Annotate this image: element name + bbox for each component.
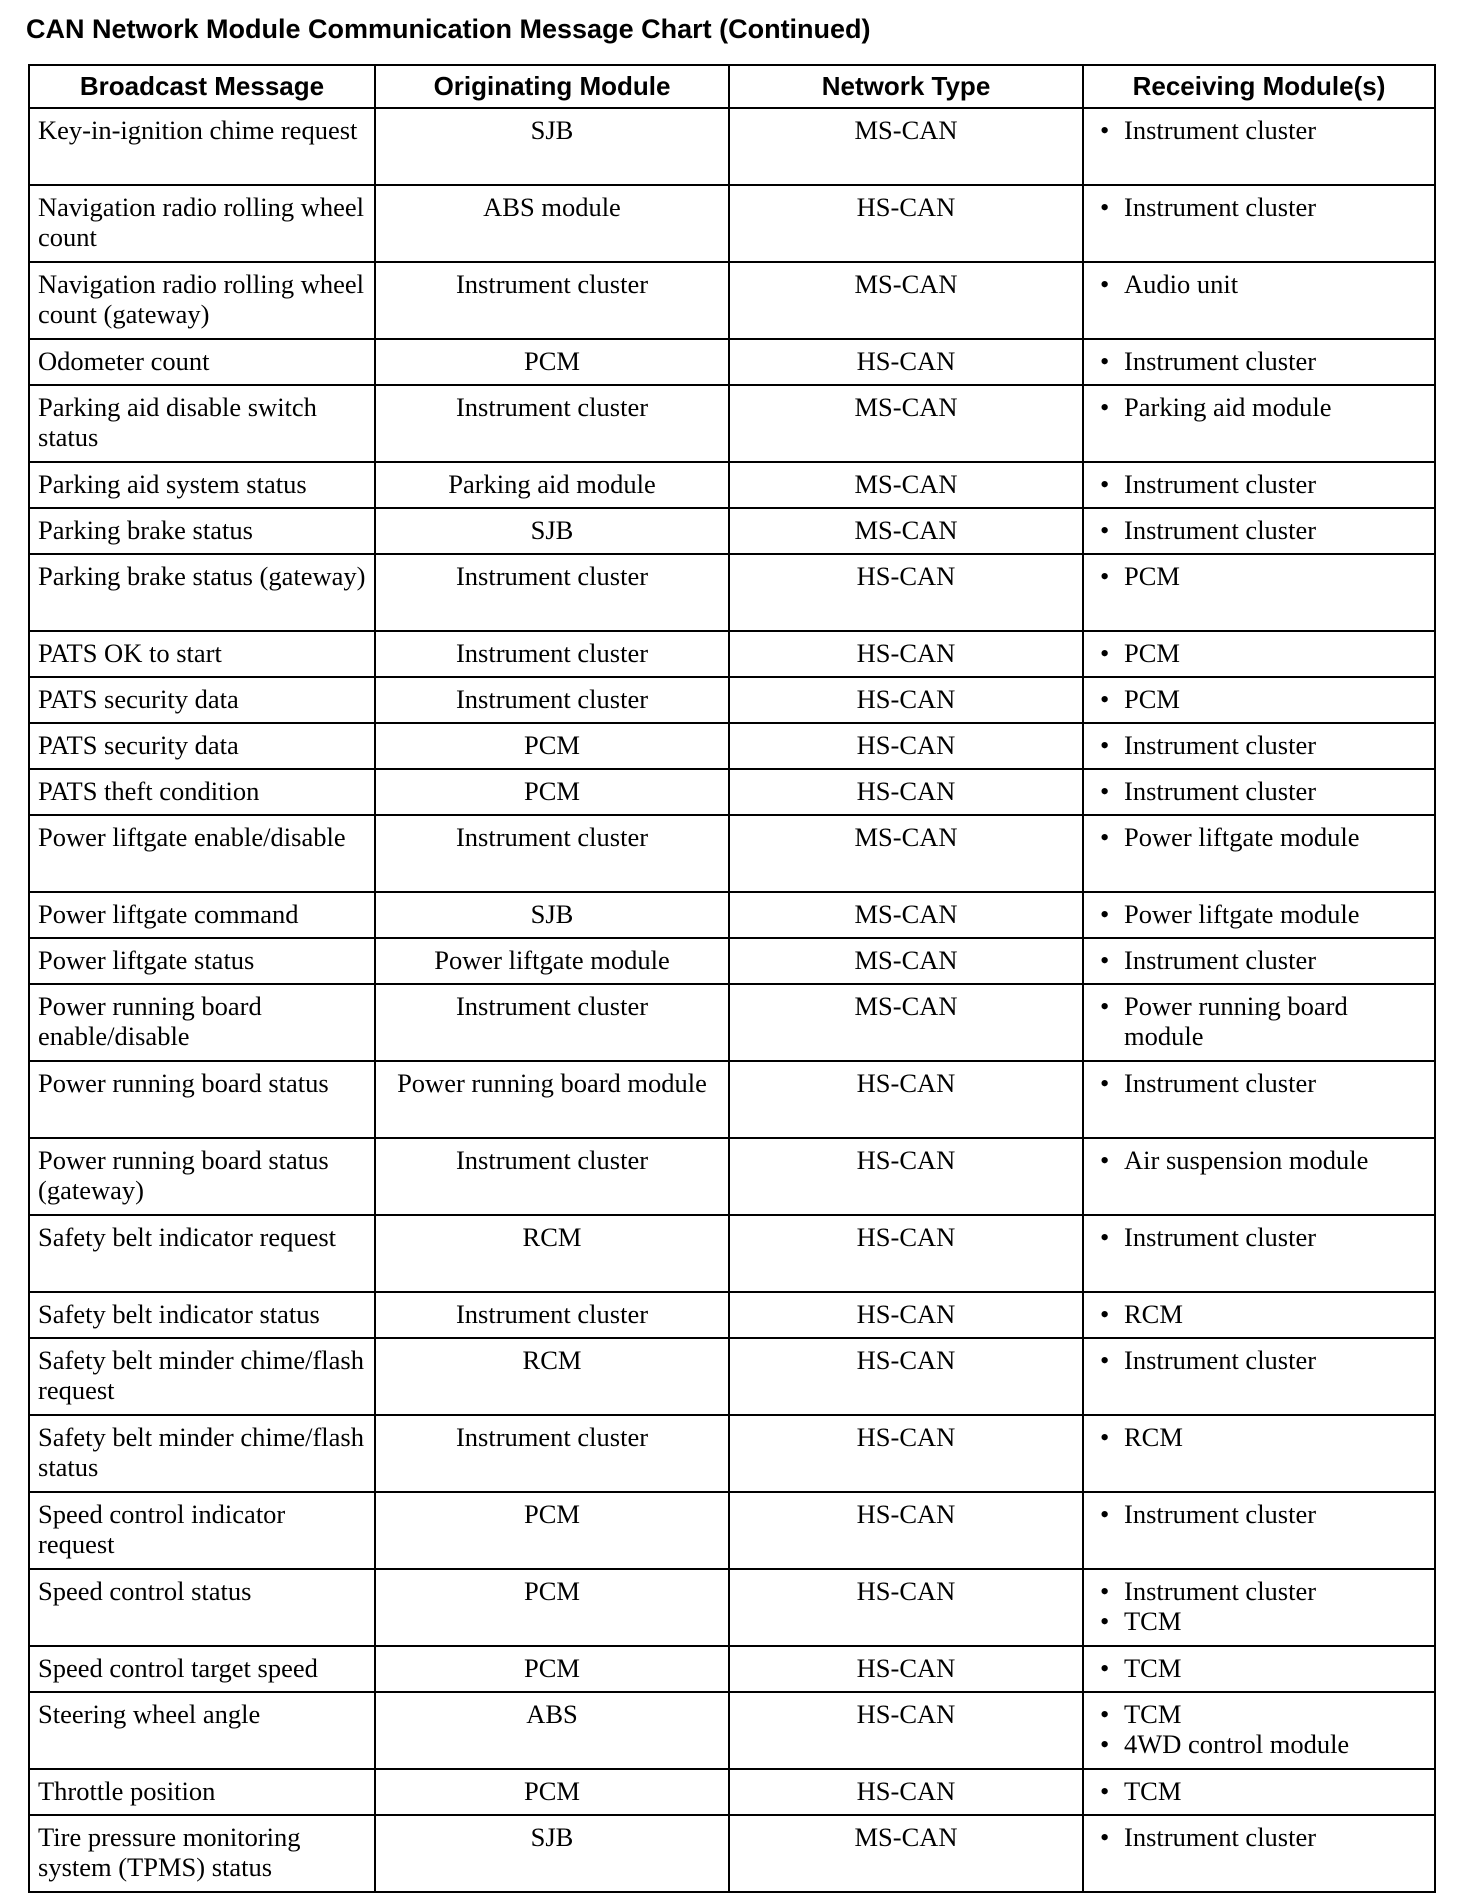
receiving-modules-cell [1083, 815, 1435, 892]
originating-module-cell: RCM [375, 1338, 729, 1415]
table-row [29, 769, 1435, 815]
network-type-cell: MS-CAN [729, 385, 1083, 462]
network-type-cell: MS-CAN [729, 938, 1083, 984]
receiver-list-item: • TCM [1092, 1776, 1426, 1806]
broadcast-message-cell: Parking brake status [29, 508, 375, 554]
receiver-list [1092, 991, 1426, 1051]
receiver-list-item: • 4WD control module [1092, 1729, 1426, 1759]
receiver-list-item: • Parking aid module [1092, 392, 1426, 422]
receiver-list-item: • Instrument cluster [1092, 1499, 1426, 1529]
network-type-cell: HS-CAN [729, 1646, 1083, 1692]
table-row [29, 1769, 1435, 1815]
receiving-modules-cell [1083, 769, 1435, 815]
broadcast-message-cell: Parking aid disable switch status [29, 385, 375, 462]
receiver-list-item: • Power liftgate module [1092, 899, 1426, 929]
receiver-list-item: • Audio unit [1092, 269, 1426, 299]
broadcast-message-cell: Steering wheel angle [29, 1692, 375, 1769]
originating-module-cell: PCM [375, 723, 729, 769]
receiving-modules-cell [1083, 385, 1435, 462]
table-row [29, 1138, 1435, 1215]
receiver-list [1092, 1068, 1426, 1098]
network-type-cell: HS-CAN [729, 554, 1083, 631]
broadcast-message-cell: Power liftgate enable/disable [29, 815, 375, 892]
header-receiving-modules: Receiving Module(s) [1083, 65, 1435, 108]
receiver-list-item: • Instrument cluster [1092, 1576, 1426, 1606]
receiving-modules-cell [1083, 554, 1435, 631]
broadcast-message-cell: Navigation radio rolling wheel count [29, 185, 375, 262]
broadcast-message-cell: Parking brake status (gateway) [29, 554, 375, 631]
receiver-list-item: • RCM [1092, 1299, 1426, 1329]
receiver-list-item: • PCM [1092, 638, 1426, 668]
receiver-list-item: • Instrument cluster [1092, 1222, 1426, 1252]
network-type-cell: MS-CAN [729, 508, 1083, 554]
originating-module-cell: Instrument cluster [375, 1138, 729, 1215]
receiver-list-item: • Instrument cluster [1092, 192, 1426, 222]
receiver-list [1092, 1499, 1426, 1529]
receiver-list-item: • Instrument cluster [1092, 346, 1426, 376]
receiving-modules-cell [1083, 1646, 1435, 1692]
network-type-cell: MS-CAN [729, 892, 1083, 938]
broadcast-message-cell: Navigation radio rolling wheel count (gateway) [29, 262, 375, 339]
broadcast-message-cell: Safety belt minder chime/flash status [29, 1415, 375, 1492]
receiving-modules-cell [1083, 723, 1435, 769]
receiver-list [1092, 684, 1426, 714]
broadcast-message-cell: Tire pressure monitoring system (TPMS) status [29, 1815, 375, 1892]
table-row [29, 984, 1435, 1061]
receiving-modules-cell [1083, 677, 1435, 723]
table-row [29, 1215, 1435, 1292]
network-type-cell: MS-CAN [729, 1815, 1083, 1892]
receiver-list-item: • TCM [1092, 1653, 1426, 1683]
broadcast-message-cell: Key-in-ignition chime request [29, 108, 375, 185]
network-type-cell: HS-CAN [729, 1569, 1083, 1646]
receiver-list-item: • Power running board module [1092, 991, 1426, 1051]
table-row [29, 339, 1435, 385]
network-type-cell: HS-CAN [729, 769, 1083, 815]
receiver-list [1092, 269, 1426, 299]
originating-module-cell: PCM [375, 339, 729, 385]
table-row [29, 1492, 1435, 1569]
originating-module-cell: Instrument cluster [375, 815, 729, 892]
receiving-modules-cell [1083, 1569, 1435, 1646]
network-type-cell: HS-CAN [729, 677, 1083, 723]
receiver-list-item: • Instrument cluster [1092, 776, 1426, 806]
table-row [29, 1415, 1435, 1492]
originating-module-cell: Instrument cluster [375, 677, 729, 723]
originating-module-cell: Instrument cluster [375, 631, 729, 677]
header-network-type: Network Type [729, 65, 1083, 108]
originating-module-cell: PCM [375, 1769, 729, 1815]
broadcast-message-cell: Odometer count [29, 339, 375, 385]
network-type-cell: MS-CAN [729, 462, 1083, 508]
table-row [29, 185, 1435, 262]
receiving-modules-cell [1083, 1215, 1435, 1292]
receiver-list-item: • Air suspension module [1092, 1145, 1426, 1175]
receiver-list-item: • Instrument cluster [1092, 945, 1426, 975]
network-type-cell: HS-CAN [729, 185, 1083, 262]
receiver-list [1092, 1653, 1426, 1683]
originating-module-cell: Instrument cluster [375, 385, 729, 462]
originating-module-cell: Instrument cluster [375, 262, 729, 339]
receiving-modules-cell [1083, 508, 1435, 554]
header-broadcast-message: Broadcast Message [29, 65, 375, 108]
header-originating-module: Originating Module [375, 65, 729, 108]
receiver-list-item: • PCM [1092, 684, 1426, 714]
receiver-list [1092, 515, 1426, 545]
network-type-cell: HS-CAN [729, 339, 1083, 385]
table-row [29, 938, 1435, 984]
receiver-list-item: • Instrument cluster [1092, 1822, 1426, 1852]
table-body [29, 108, 1435, 1892]
receiver-list-item: • Instrument cluster [1092, 730, 1426, 760]
table-row [29, 1646, 1435, 1692]
receiving-modules-cell [1083, 1769, 1435, 1815]
receiver-list [1092, 1576, 1426, 1636]
broadcast-message-cell: Throttle position [29, 1769, 375, 1815]
receiving-modules-cell [1083, 1692, 1435, 1769]
receiver-list-item: • Power liftgate module [1092, 822, 1426, 852]
network-type-cell: HS-CAN [729, 1338, 1083, 1415]
originating-module-cell: SJB [375, 508, 729, 554]
receiver-list [1092, 1299, 1426, 1329]
broadcast-message-cell: Power liftgate status [29, 938, 375, 984]
receiver-list [1092, 1699, 1426, 1759]
receiving-modules-cell [1083, 938, 1435, 984]
receiver-list [1092, 115, 1426, 145]
receiver-list-item: • Instrument cluster [1092, 515, 1426, 545]
receiving-modules-cell [1083, 339, 1435, 385]
receiving-modules-cell [1083, 1061, 1435, 1138]
receiving-modules-cell [1083, 631, 1435, 677]
originating-module-cell: SJB [375, 892, 729, 938]
table-row [29, 892, 1435, 938]
network-type-cell: HS-CAN [729, 1215, 1083, 1292]
table-row [29, 723, 1435, 769]
table-row [29, 631, 1435, 677]
receiver-list [1092, 1222, 1426, 1252]
receiving-modules-cell [1083, 1415, 1435, 1492]
originating-module-cell: PCM [375, 769, 729, 815]
broadcast-message-cell: Speed control status [29, 1569, 375, 1646]
receiving-modules-cell [1083, 984, 1435, 1061]
receiver-list [1092, 1422, 1426, 1452]
originating-module-cell: Instrument cluster [375, 1415, 729, 1492]
receiving-modules-cell [1083, 185, 1435, 262]
broadcast-message-cell: PATS theft condition [29, 769, 375, 815]
table-row [29, 1338, 1435, 1415]
broadcast-message-cell: PATS security data [29, 677, 375, 723]
originating-module-cell: PCM [375, 1646, 729, 1692]
receiver-list-item: • PCM [1092, 561, 1426, 591]
originating-module-cell: SJB [375, 1815, 729, 1892]
table-row [29, 815, 1435, 892]
receiver-list-item: • Instrument cluster [1092, 1068, 1426, 1098]
receiving-modules-cell [1083, 1292, 1435, 1338]
header-row [29, 65, 1435, 108]
originating-module-cell: PCM [375, 1492, 729, 1569]
network-type-cell: HS-CAN [729, 1692, 1083, 1769]
receiver-list [1092, 730, 1426, 760]
receiving-modules-cell [1083, 462, 1435, 508]
broadcast-message-cell: Speed control target speed [29, 1646, 375, 1692]
message-chart-table [28, 64, 1436, 1893]
table-row [29, 508, 1435, 554]
originating-module-cell: Instrument cluster [375, 554, 729, 631]
receiving-modules-cell [1083, 108, 1435, 185]
network-type-cell: MS-CAN [729, 262, 1083, 339]
table-row [29, 554, 1435, 631]
receiver-list [1092, 1776, 1426, 1806]
network-type-cell: MS-CAN [729, 984, 1083, 1061]
network-type-cell: HS-CAN [729, 1061, 1083, 1138]
receiver-list-item: • Instrument cluster [1092, 115, 1426, 145]
receiver-list [1092, 1345, 1426, 1375]
broadcast-message-cell: Power running board enable/disable [29, 984, 375, 1061]
receiver-list [1092, 822, 1426, 852]
table-row [29, 677, 1435, 723]
receiver-list [1092, 561, 1426, 591]
network-type-cell: HS-CAN [729, 723, 1083, 769]
receiver-list [1092, 392, 1426, 422]
originating-module-cell: Instrument cluster [375, 1292, 729, 1338]
table-row [29, 1569, 1435, 1646]
broadcast-message-cell: Power running board status (gateway) [29, 1138, 375, 1215]
receiver-list-item: • RCM [1092, 1422, 1426, 1452]
network-type-cell: HS-CAN [729, 1292, 1083, 1338]
network-type-cell: MS-CAN [729, 815, 1083, 892]
network-type-cell: HS-CAN [729, 1769, 1083, 1815]
receiver-list [1092, 192, 1426, 222]
receiver-list-item: • TCM [1092, 1699, 1426, 1729]
broadcast-message-cell: Speed control indicator request [29, 1492, 375, 1569]
originating-module-cell: Power running board module [375, 1061, 729, 1138]
receiver-list [1092, 1145, 1426, 1175]
originating-module-cell: Instrument cluster [375, 984, 729, 1061]
originating-module-cell: Power liftgate module [375, 938, 729, 984]
receiver-list-item: • Instrument cluster [1092, 469, 1426, 499]
originating-module-cell: ABS module [375, 185, 729, 262]
receiving-modules-cell [1083, 892, 1435, 938]
table-row [29, 1061, 1435, 1138]
network-type-cell: HS-CAN [729, 631, 1083, 677]
broadcast-message-cell: Parking aid system status [29, 462, 375, 508]
broadcast-message-cell: Power liftgate command [29, 892, 375, 938]
network-type-cell: MS-CAN [729, 108, 1083, 185]
network-type-cell: HS-CAN [729, 1415, 1083, 1492]
receiver-list [1092, 469, 1426, 499]
originating-module-cell: Parking aid module [375, 462, 729, 508]
table-row [29, 1815, 1435, 1892]
receiver-list [1092, 945, 1426, 975]
broadcast-message-cell: Safety belt minder chime/flash request [29, 1338, 375, 1415]
receiver-list-item: • TCM [1092, 1606, 1426, 1636]
network-type-cell: HS-CAN [729, 1492, 1083, 1569]
broadcast-message-cell: PATS security data [29, 723, 375, 769]
originating-module-cell: ABS [375, 1692, 729, 1769]
receiver-list [1092, 638, 1426, 668]
originating-module-cell: RCM [375, 1215, 729, 1292]
table-row [29, 1692, 1435, 1769]
originating-module-cell: SJB [375, 108, 729, 185]
table-row [29, 262, 1435, 339]
broadcast-message-cell: Safety belt indicator request [29, 1215, 375, 1292]
receiving-modules-cell [1083, 262, 1435, 339]
receiving-modules-cell [1083, 1815, 1435, 1892]
receiving-modules-cell [1083, 1492, 1435, 1569]
receiver-list [1092, 346, 1426, 376]
network-type-cell: HS-CAN [729, 1138, 1083, 1215]
receiver-list-item: • Instrument cluster [1092, 1345, 1426, 1375]
page-title: CAN Network Module Communication Message Chart (Continued) [26, 14, 871, 44]
broadcast-message-cell: PATS OK to start [29, 631, 375, 677]
table-row [29, 385, 1435, 462]
receiver-list [1092, 776, 1426, 806]
broadcast-message-cell: Power running board status [29, 1061, 375, 1138]
table-row [29, 462, 1435, 508]
receiver-list [1092, 899, 1426, 929]
originating-module-cell: PCM [375, 1569, 729, 1646]
receiving-modules-cell [1083, 1138, 1435, 1215]
broadcast-message-cell: Safety belt indicator status [29, 1292, 375, 1338]
receiving-modules-cell [1083, 1338, 1435, 1415]
table-row [29, 108, 1435, 185]
receiver-list [1092, 1822, 1426, 1852]
table-row [29, 1292, 1435, 1338]
